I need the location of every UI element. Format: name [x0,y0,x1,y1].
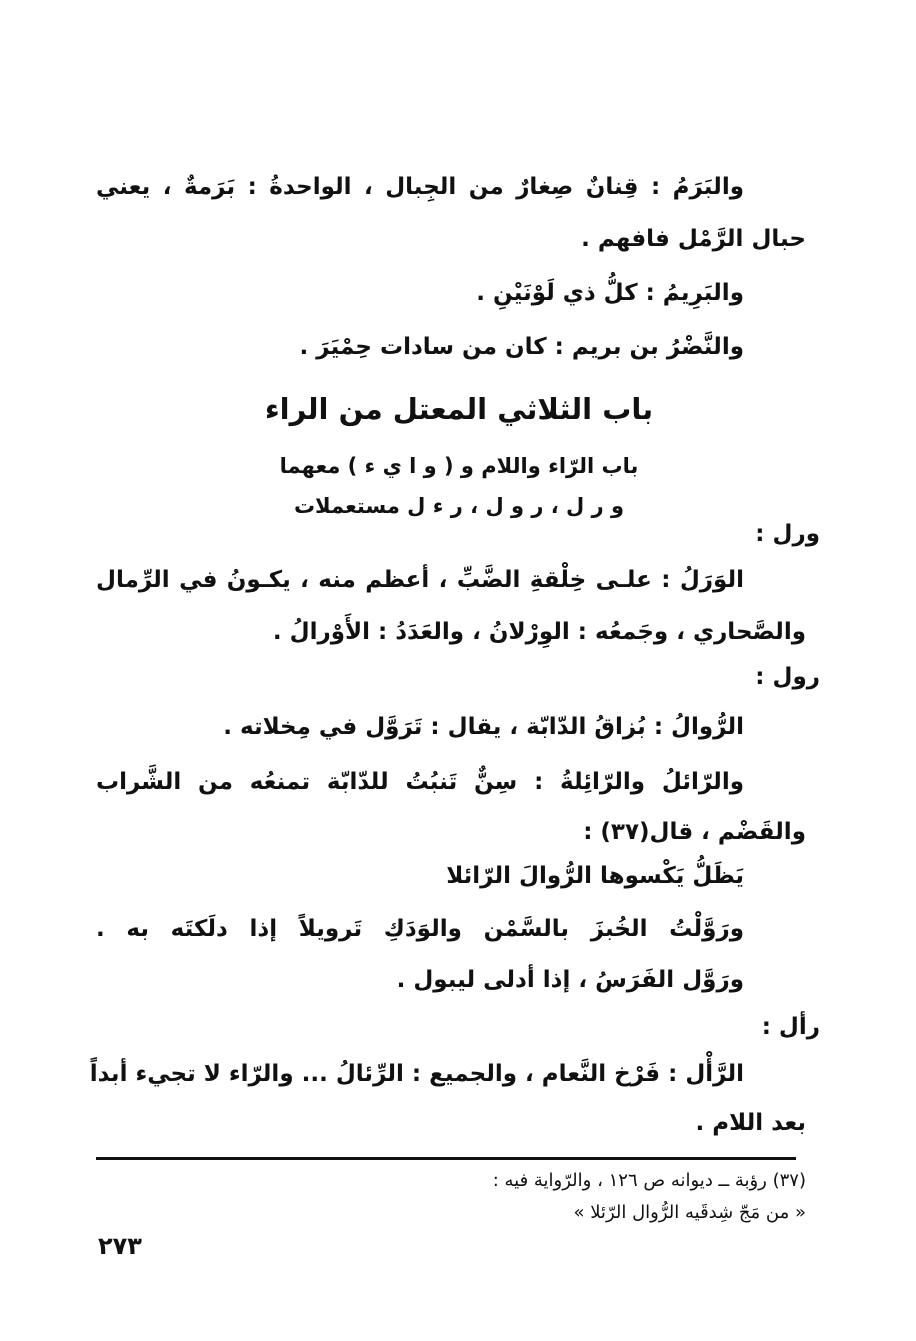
entry-rwl-line-4: ورَوَّلْتُ الخُبزَ بالسَّمْن والوَدَكِ تَرويلاً إذا دلَكتَه به . [96,916,744,942]
entry-heading-ral: رأل : [761,1014,820,1040]
chapter-subtitle-1: باب الرّاء واللام و ( و ا ي ء ) معهما [279,454,639,478]
entry-wrl-line-1: الوَرَلُ : علـى خِلْقةِ الضَّبِّ ، أعظم منه ، يكـونُ في الرِّمال [96,567,744,593]
entry-wrl-line-2: والصَّحاري ، وجَمعُه : الوِرْلانُ ، والعَدَدُ : الأَوْرالُ . [272,619,806,645]
footnote-divider [96,1157,796,1160]
chapter-title: باب الثلاثي المعتل من الراء [264,392,654,426]
entry-rwl-line-3: والقَضْم ، قال(٣٧) : [583,819,806,845]
entry-rwl-line-5: ورَوَّل الفَرَسُ ، إذا أدلى ليبول . [396,967,744,993]
entry-ral-line-2: بعد اللام . [695,1110,806,1136]
paragraph-nadr: والنَّضْرُ بن بريم : كان من سادات حِمْيَرَ . [299,334,744,360]
entry-ral-line-1: الرَّأْل : فَرْخ النَّعام ، والجميع : الرِّئالُ ... والرّاء لا تجيء أبداً [89,1061,744,1087]
chapter-subtitle-2: و ر ل ، ر و ل ، ر ء ل مستعملات [293,494,625,518]
entry-heading-rwl: رول : [755,664,820,690]
paragraph-barim: والبَرِيمُ : كلُّ ذي لَوْنَيْنِ . [476,280,744,306]
entry-rwl-line-1: الرُّوالُ : بُزاقُ الدّابّة ، يقال : تَرَوَّل في مِخلاته . [223,714,744,740]
entry-heading-wrl: ورل : [755,521,820,547]
paragraph-baram-line-2: حبال الرَّمْل فافهم . [581,226,806,252]
footnote-line-2: « من مَجّ شِدقَيه الرُّوال الرّئلا » [573,1202,806,1223]
paragraph-baram-line-1: والبَرَمُ : قِنانٌ صِغارٌ من الجِبال ، الواحدةُ : بَرَمةٌ ، يعني [96,174,744,200]
poem-verse: يَظَلُّ يَكْسوها الرُّوالَ الرّائلا [446,863,744,889]
footnote-line-1: (٣٧) رؤبة ــ ديوانه ص ١٢٦ ، والرّواية فيه : [492,1170,806,1191]
entry-rwl-line-2: والرّائلُ والرّائِلةُ : سِنٌّ تَنبُتُ للدّابّة تمنعُه من الشَّراب [96,769,744,795]
page-number: ٢٧٣ [98,1232,142,1260]
